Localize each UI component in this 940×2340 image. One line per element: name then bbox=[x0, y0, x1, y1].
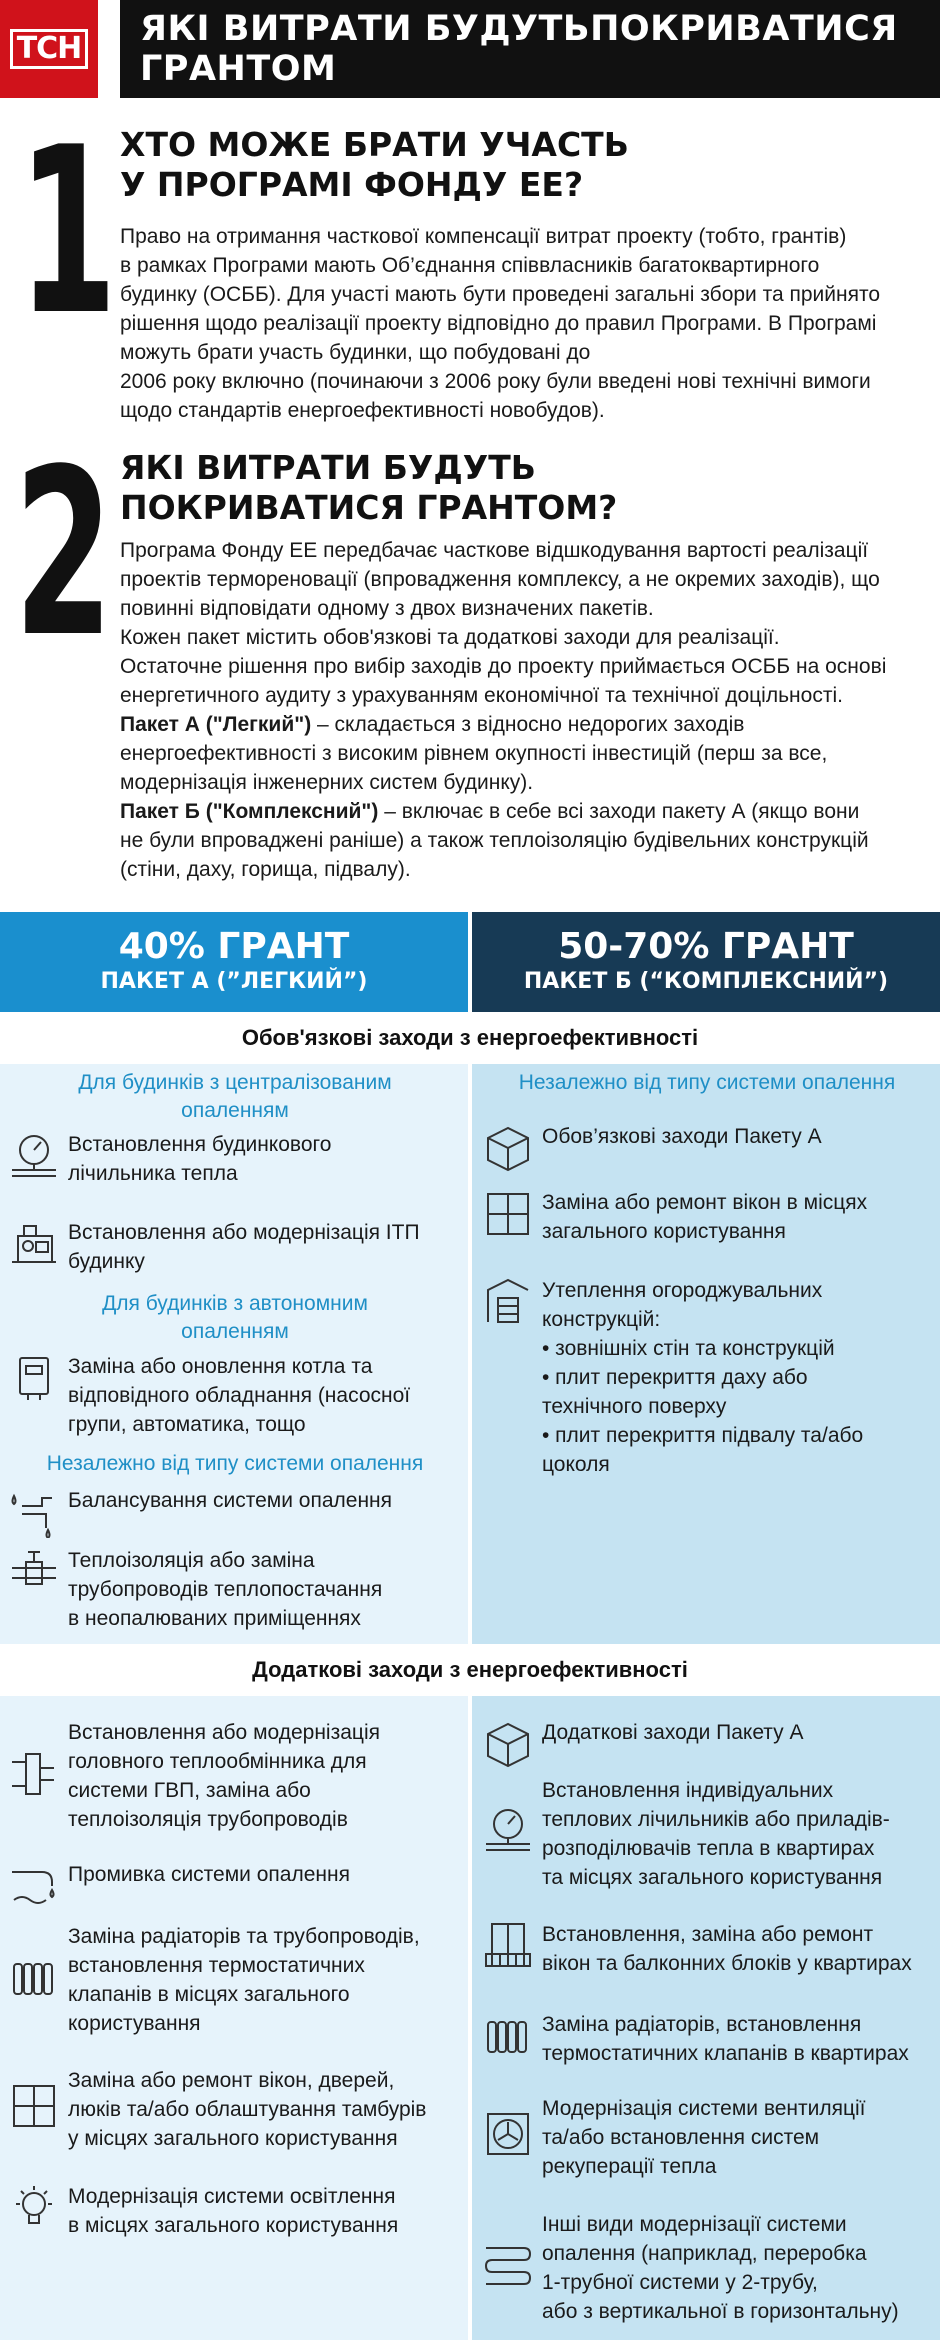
heat-meter-icon bbox=[8, 1130, 68, 1186]
list-item bbox=[482, 1920, 937, 1978]
list-item bbox=[8, 2066, 463, 2153]
item-text: Інші види модернізації системи опалення (наприклад, переробка 1-трубної системи у 2-трубу, або з вертикальної в горизонтальну) bbox=[542, 2213, 899, 2323]
list-item bbox=[482, 2010, 937, 2068]
tsn-logo[interactable] bbox=[0, 0, 98, 98]
package-a-text: – складається з відносно недорогих заходів bbox=[311, 713, 745, 736]
item-text: Встановлення індивідуальних теплових лічильників або приладів- розподілювачів тепла в квартирах та місцях загального користування bbox=[542, 1779, 890, 1889]
item-text: Заміна радіаторів, встановлення термостатичних клапанів в квартирах bbox=[542, 2013, 909, 2065]
section1-line: будинку (ОСББ). Для участі мають бути проведені загальні збори та прийнято bbox=[120, 283, 881, 306]
list-item bbox=[8, 1922, 463, 2038]
item-text: Заміна або оновлення котла та відповідного обладнання (насосної групи, автоматика, тощо bbox=[68, 1355, 411, 1436]
section1-line: рішення щодо реалізації проекту відповідно до правил Програми. В Програмі bbox=[120, 312, 877, 335]
box-icon bbox=[482, 1718, 542, 1774]
section1-title-line2: У ПРОГРАМІ ФОНДУ ЕЕ? bbox=[120, 165, 584, 204]
item-text: Промивка системи опалення bbox=[68, 1863, 350, 1886]
list-item bbox=[8, 2182, 463, 2240]
item-text: Заміна радіаторів та трубопроводів, встановлення термостатичних клапанів в місцях загального користування bbox=[68, 1925, 420, 2035]
balcony-window-icon bbox=[482, 1920, 542, 1976]
grant-package-a bbox=[0, 912, 468, 1012]
list-item bbox=[8, 1130, 463, 1188]
grant-a-package: ПАКЕТ А (”ЛЕГКИЙ”) bbox=[100, 969, 368, 994]
window-icon bbox=[8, 2080, 68, 2136]
section1-line: щодо стандартів енергоефективності новобудов). bbox=[120, 399, 605, 422]
item-text: Встановлення або модернізація ІТП будинку bbox=[68, 1221, 420, 1273]
section2-line: Програма Фонду ЕЕ передбачає часткове відшкодування вартості реалізації bbox=[120, 539, 869, 562]
subhead-centralized: Для будинків з централізованим опаленням bbox=[78, 1071, 392, 1122]
grant-b-percent: 50-70% ГРАНТ bbox=[558, 926, 854, 967]
radiator-icon bbox=[482, 2010, 542, 2066]
box-icon bbox=[482, 1122, 542, 1178]
item-text: Балансування системи опалення bbox=[68, 1489, 393, 1512]
pipe-coil-icon bbox=[482, 2238, 542, 2294]
heat-meter-icon bbox=[482, 1804, 542, 1860]
section2-line: проектів термореновації (впровадження комплексу, а не окремих заходів), що bbox=[120, 568, 880, 591]
section1-number: 1 bbox=[18, 99, 118, 366]
pipe-insulation-icon bbox=[8, 1546, 68, 1602]
list-item bbox=[8, 1352, 463, 1439]
section2-title-line2: ПОКРИВАТИСЯ ГРАНТОМ? bbox=[120, 488, 618, 527]
mandatory-title: Обов'язкові заходи з енергоефективності bbox=[0, 1012, 940, 1064]
section2-line: Остаточне рішення про вибір заходів до проекту приймається ОСББ на основі bbox=[120, 655, 887, 678]
section2-line: Кожен пакет містить обов'язкові та додаткові заходи для реалізації. bbox=[120, 626, 780, 649]
page-title-line2: ГРАНТОМ bbox=[140, 49, 337, 89]
section2-line: повинні відповідати одному з двох визначених пакетів. bbox=[120, 597, 654, 620]
grant-a-percent: 40% ГРАНТ bbox=[118, 926, 350, 967]
item-text: Додаткові заходи Пакету А bbox=[542, 1721, 804, 1744]
item-text: Заміна або ремонт вікон в місцях загального користування bbox=[542, 1191, 868, 1243]
lightbulb-icon bbox=[8, 2182, 68, 2238]
section2-line: енергоефективності з високим рівнем окупності інвестицій (перш за все, bbox=[120, 742, 828, 765]
item-text: Теплоізоляція або заміна трубопроводів теплопостачання в неопалюваних приміщеннях bbox=[68, 1549, 383, 1630]
item-text: Утеплення огороджувальних конструкцій: • зовнішніх стін та конструкцій • плит перекриття даху або технічного поверху • плит перекриття підвалу та/або цоколя bbox=[542, 1279, 864, 1476]
section1-line: в рамках Програми мають Об’єднання співвласників багатоквартирного bbox=[120, 254, 820, 277]
section1-text bbox=[120, 222, 930, 425]
item-text: Встановлення або модернізація головного теплообмінника для системи ГВП, заміна або теплоізоляція трубопроводів bbox=[68, 1721, 380, 1831]
list-item bbox=[8, 1860, 463, 1916]
item-text: Встановлення будинкового лічильника тепла bbox=[68, 1133, 332, 1185]
list-item bbox=[482, 1122, 937, 1178]
page-title-line1: ЯКІ ВИТРАТИ БУДУТЬПОКРИВАТИСЯ bbox=[140, 9, 898, 49]
package-b-label: Пакет Б ("Комплексний") bbox=[120, 800, 379, 823]
subhead-any-heating-right: Незалежно від типу системи опалення bbox=[518, 1071, 896, 1094]
subhead-autonomous: Для будинків з автономним опаленням bbox=[102, 1292, 368, 1343]
section1-line: 2006 року включно (починаючи з 2006 року були введені нові технічні вимоги bbox=[120, 370, 871, 393]
package-a-description bbox=[120, 710, 930, 739]
section2-line: (стіни, даху, горища, підвалу). bbox=[120, 858, 411, 881]
section2-title bbox=[120, 448, 617, 528]
flushing-icon bbox=[8, 1860, 68, 1916]
radiator-icon bbox=[8, 1952, 68, 2008]
boiler-icon bbox=[8, 1352, 68, 1408]
package-b-text: – включає в себе всі заходи пакету А (якщо вони bbox=[378, 800, 860, 823]
list-item bbox=[482, 1776, 937, 1892]
header bbox=[0, 0, 940, 98]
balancing-valve-icon bbox=[8, 1486, 68, 1542]
item-text: Модернізація системи освітлення в місцях загального користування bbox=[68, 2185, 399, 2237]
grant-b-package: ПАКЕТ Б (“КОМПЛЕКСНИЙ”) bbox=[523, 969, 889, 994]
list-item bbox=[482, 2210, 937, 2326]
item-text: Обов’язкові заходи Пакету А bbox=[542, 1125, 822, 1148]
section1-line: можуть брати участь будинки, що побудовані до bbox=[120, 341, 591, 364]
section2-line: не були впроваджені раніше) а також теплоізоляцію будівельних конструкцій bbox=[120, 829, 869, 852]
list-item bbox=[8, 1718, 463, 1834]
section2-line: енергетичного аудиту з урахуванням економічної та технічної доцільності. bbox=[120, 684, 843, 707]
list-item bbox=[8, 1218, 463, 1276]
section2-text bbox=[120, 536, 930, 884]
section1-title-line1: ХТО МОЖЕ БРАТИ УЧАСТЬ bbox=[120, 125, 629, 164]
header-title-bar bbox=[120, 0, 940, 98]
list-item bbox=[8, 1546, 463, 1633]
package-b-description bbox=[120, 797, 930, 826]
item-text: Заміна або ремонт вікон, дверей, люків та/або облаштування тамбурів у місцях загального користування bbox=[68, 2069, 427, 2150]
page-title bbox=[140, 9, 898, 89]
ventilation-fan-icon bbox=[482, 2108, 542, 2164]
item-text: Встановлення, заміна або ремонт вікон та балконних блоків у квартирах bbox=[542, 1923, 912, 1975]
wall-insulation-icon bbox=[482, 1276, 542, 1332]
list-item bbox=[482, 1718, 937, 1774]
heat-exchanger-icon bbox=[8, 1748, 68, 1804]
additional-title: Додаткові заходи з енергоефективності bbox=[0, 1644, 940, 1696]
window-icon bbox=[482, 1188, 542, 1244]
package-a-label: Пакет А ("Легкий") bbox=[120, 713, 312, 736]
subhead-any-heating-left: Незалежно від типу системи опалення bbox=[46, 1452, 424, 1475]
item-text: Модернізація системи вентиляції та/або встановлення систем рекуперації тепла bbox=[542, 2097, 866, 2178]
list-item bbox=[482, 2094, 937, 2181]
section1-line: Право на отримання часткової компенсації витрат проекту (тобто, грантів) bbox=[120, 225, 847, 248]
list-item bbox=[482, 1188, 937, 1246]
section2-number: 2 bbox=[14, 421, 114, 688]
logo-text: ТСН bbox=[10, 29, 89, 69]
section2-title-line1: ЯКІ ВИТРАТИ БУДУТЬ bbox=[120, 448, 536, 487]
list-item bbox=[8, 1486, 463, 1542]
list-item bbox=[482, 1276, 937, 1479]
grant-package-b bbox=[472, 912, 940, 1012]
section2-line: модернізація інженерних систем будинку). bbox=[120, 771, 534, 794]
heat-substation-icon bbox=[8, 1218, 68, 1274]
section1-title bbox=[120, 125, 629, 205]
